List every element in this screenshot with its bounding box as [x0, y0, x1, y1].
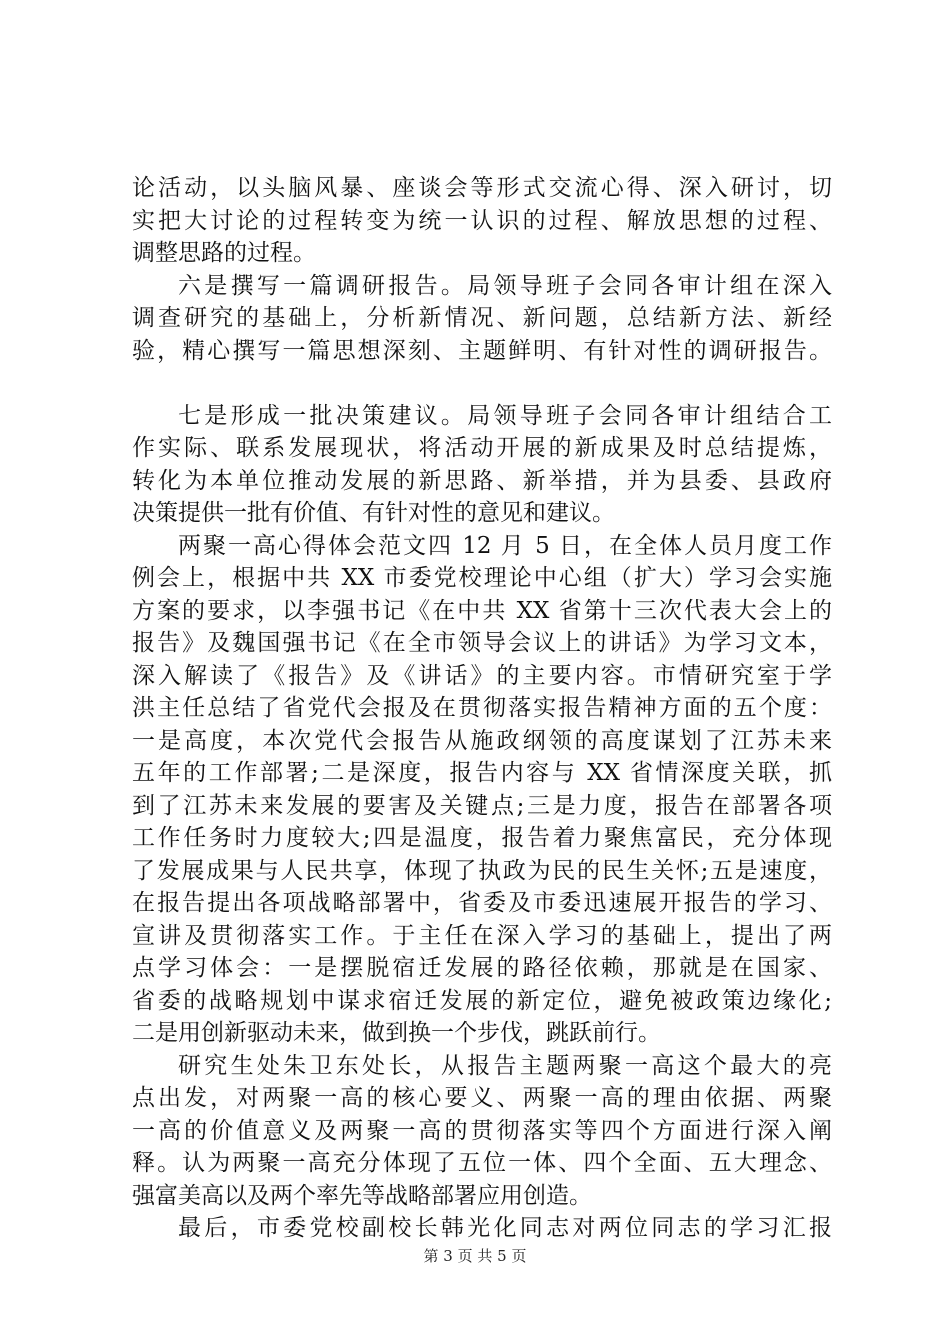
- text-line: 六是撰写一篇调研报告。局领导班子会同各审计组在深入: [178, 272, 832, 299]
- text-line: 例会上，根据中共 XX 市委党校理论中心组（扩大）学习会实施: [132, 565, 832, 591]
- paragraph-gap: [132, 367, 832, 400]
- text-line: 宣讲及贯彻落实工作。于主任在深入学习的基础上，提出了两: [132, 922, 832, 949]
- document-body: [132, 172, 832, 1245]
- text-line: 在报告提出各项战略部署中，省委及市委迅速展开报告的学习、: [132, 890, 832, 916]
- text-line: 作实际、联系发展现状，将活动开展的新成果及时总结提炼，: [132, 435, 832, 461]
- text-line: 一高的价值意义及两聚一高的贯彻落实等四个方面进行深入阐: [132, 1117, 832, 1144]
- text-line: 强富美高以及两个率先等战略部署应用创造。: [132, 1182, 592, 1209]
- text-line: 最后，市委党校副校长韩光化同志对两位同志的学习汇报: [178, 1215, 832, 1241]
- text-line: 决策提供一批有价值、有针对性的意见和建议。: [132, 500, 615, 526]
- text-line: 到了江苏未来发展的要害及关键点;三是力度，报告在部署各项: [132, 792, 832, 819]
- text-line: 转化为本单位推动发展的新思路、新举措，并为县委、县政府: [132, 467, 832, 494]
- text-line: 洪主任总结了省党代会报及在贯彻落实报告精神方面的五个度：: [132, 695, 832, 721]
- text-line: 研究生处朱卫东处长，从报告主题两聚一高这个最大的亮: [178, 1052, 832, 1079]
- text-line: 七是形成一批决策建议。局领导班子会同各审计组结合工: [178, 402, 832, 429]
- text-line: 两聚一高心得体会范文四 12 月 5 日，在全体人员月度工作: [178, 532, 832, 559]
- text-line: 实把大讨论的过程转变为统一认识的过程、解放思想的过程、: [132, 207, 832, 234]
- text-line: 报告》及魏国强书记《在全市领导会议上的讲话》为学习文本，: [132, 630, 832, 656]
- text-line: 论活动，以头脑风暴、座谈会等形式交流心得、深入研讨，切: [132, 175, 832, 201]
- text-line: 五年的工作部署;二是深度，报告内容与 XX 省情深度关联，抓: [132, 760, 832, 786]
- text-line: 验，精心撰写一篇思想深刻、主题鲜明、有针对性的调研报告。: [132, 337, 832, 364]
- text-line: 一是高度，本次党代会报告从施政纲领的高度谋划了江苏未来: [132, 727, 832, 754]
- text-line: 点出发，对两聚一高的核心要义、两聚一高的理由依据、两聚: [132, 1085, 832, 1111]
- text-line: 工作任务时力度较大;四是温度，报告着力聚焦富民，充分体现: [132, 825, 832, 851]
- text-line: 释。认为两聚一高充分体现了五位一体、四个全面、五大理念、: [132, 1150, 832, 1176]
- text-line: 点学习体会：一是摆脱宿迁发展的路径依赖，那就是在国家、: [132, 955, 832, 981]
- text-line: 了发展成果与人民共享，体现了执政为民的民生关怀;五是速度，: [132, 857, 832, 884]
- text-line: 深入解读了《报告》及《讲话》的主要内容。市情研究室于学: [132, 662, 832, 689]
- text-line: 二是用创新驱动未来，做到换一个步伐，跳跃前行。: [132, 1020, 661, 1046]
- page-footer: 第 3 页 共 5 页: [423, 1247, 527, 1265]
- text-line: 方案的要求，以李强书记《在中共 XX 省第十三次代表大会上的: [132, 597, 832, 624]
- text-line: 调整思路的过程。: [132, 240, 316, 266]
- text-line: 调查研究的基础上，分析新情况、新问题，总结新方法、新经: [132, 305, 832, 331]
- text-line: 省委的战略规划中谋求宿迁发展的新定位，避免被政策边缘化;: [132, 987, 832, 1014]
